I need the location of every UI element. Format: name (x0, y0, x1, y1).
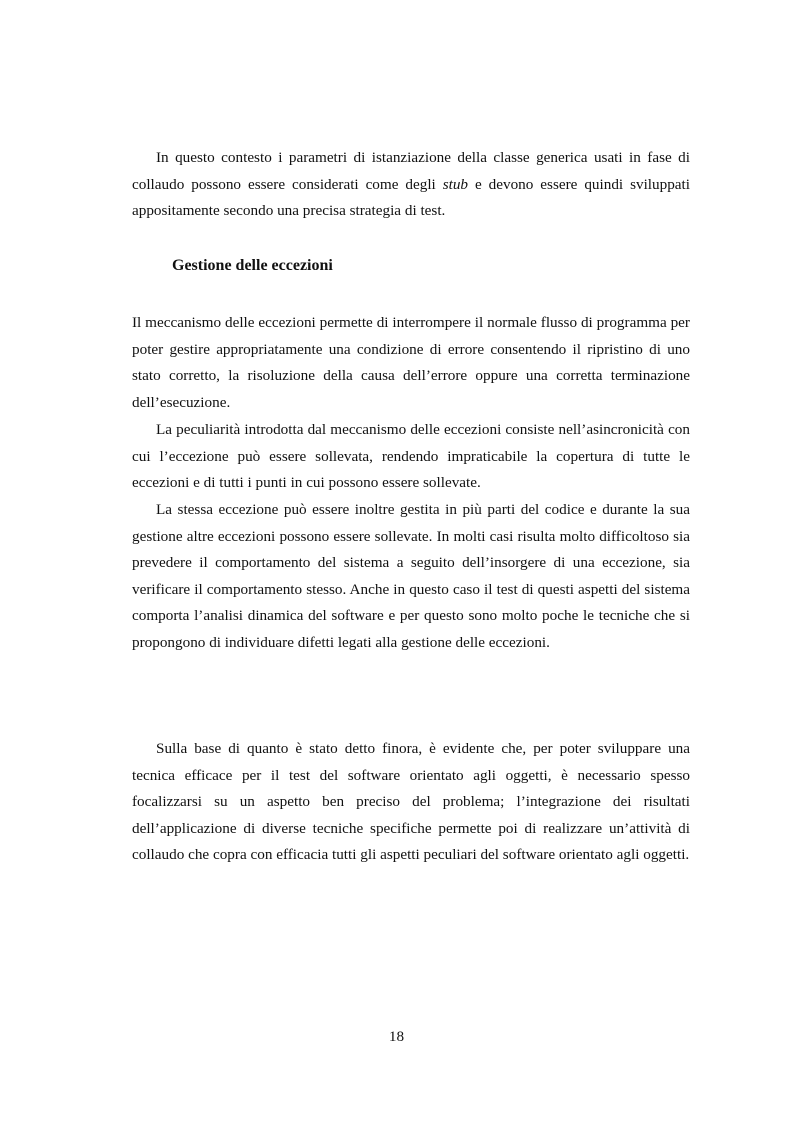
stub-term: stub (442, 175, 469, 193)
exceptions-handling-paragraph: La stessa eccezione può essere inoltre gestita in più parti del codice e durante la sua gestione altre eccezioni possono essere sollevate. In molti casi risulta molto difficoltoso sia prevedere il comportamento del sistema a seguito dell’insorgere di una eccezione, sia verificare il comportamento stesso. Anche in questo caso il test di questi aspetti del sistema comporta l’analisi dinamica del software e per questo sono molto poche le tecniche che si propongono di individuare difetti legati alla gestione delle eccezioni. (132, 501, 690, 651)
exceptions-mechanism-paragraph: Il meccanismo delle eccezioni permette di interrompere il normale flusso di programma per poter gestire appropriatamente una condizione di errore consentendo il ripristino di uno stato corretto, la risoluzione della causa dell’errore oppure una corretta terminazione dell’esecuzione. (132, 314, 690, 411)
conclusion-paragraph: Sulla base di quanto è stato detto finora, è evidente che, per poter sviluppare una tecnica efficace per il test del software orientato agli oggetti, è necessario spesso focalizzarsi su un aspetto ben preciso del problema; l’integrazione dei risultati dell’applicazione di diverse tecniche specifiche permette poi di realizzare un’attività di collaudo che copra con efficacia tutti gli aspetti peculiari del software orientato agli oggetti. (132, 740, 690, 864)
intro-paragraph (132, 145, 690, 225)
section-heading: Gestione delle eccezioni (172, 257, 333, 274)
exceptions-peculiarity-paragraph: La peculiarità introdotta dal meccanismo delle eccezioni consiste nell’asincronicità con cui l’eccezione può essere sollevata, rendendo impraticabile la copertura di tutte le eccezioni e di tutti i punti in cui possono essere sollevate. (132, 421, 690, 492)
page-number: 18 (388, 1028, 405, 1045)
intro-paragraph-text-start: In questo contesto i parametri di istanziazione della classe generica usati in fase di collaudo possono essere considerati come degli (132, 149, 690, 193)
intro-paragraph-text-end: e devono essere quindi sviluppati appositamente secondo una precisa strategia di test. (132, 175, 690, 220)
